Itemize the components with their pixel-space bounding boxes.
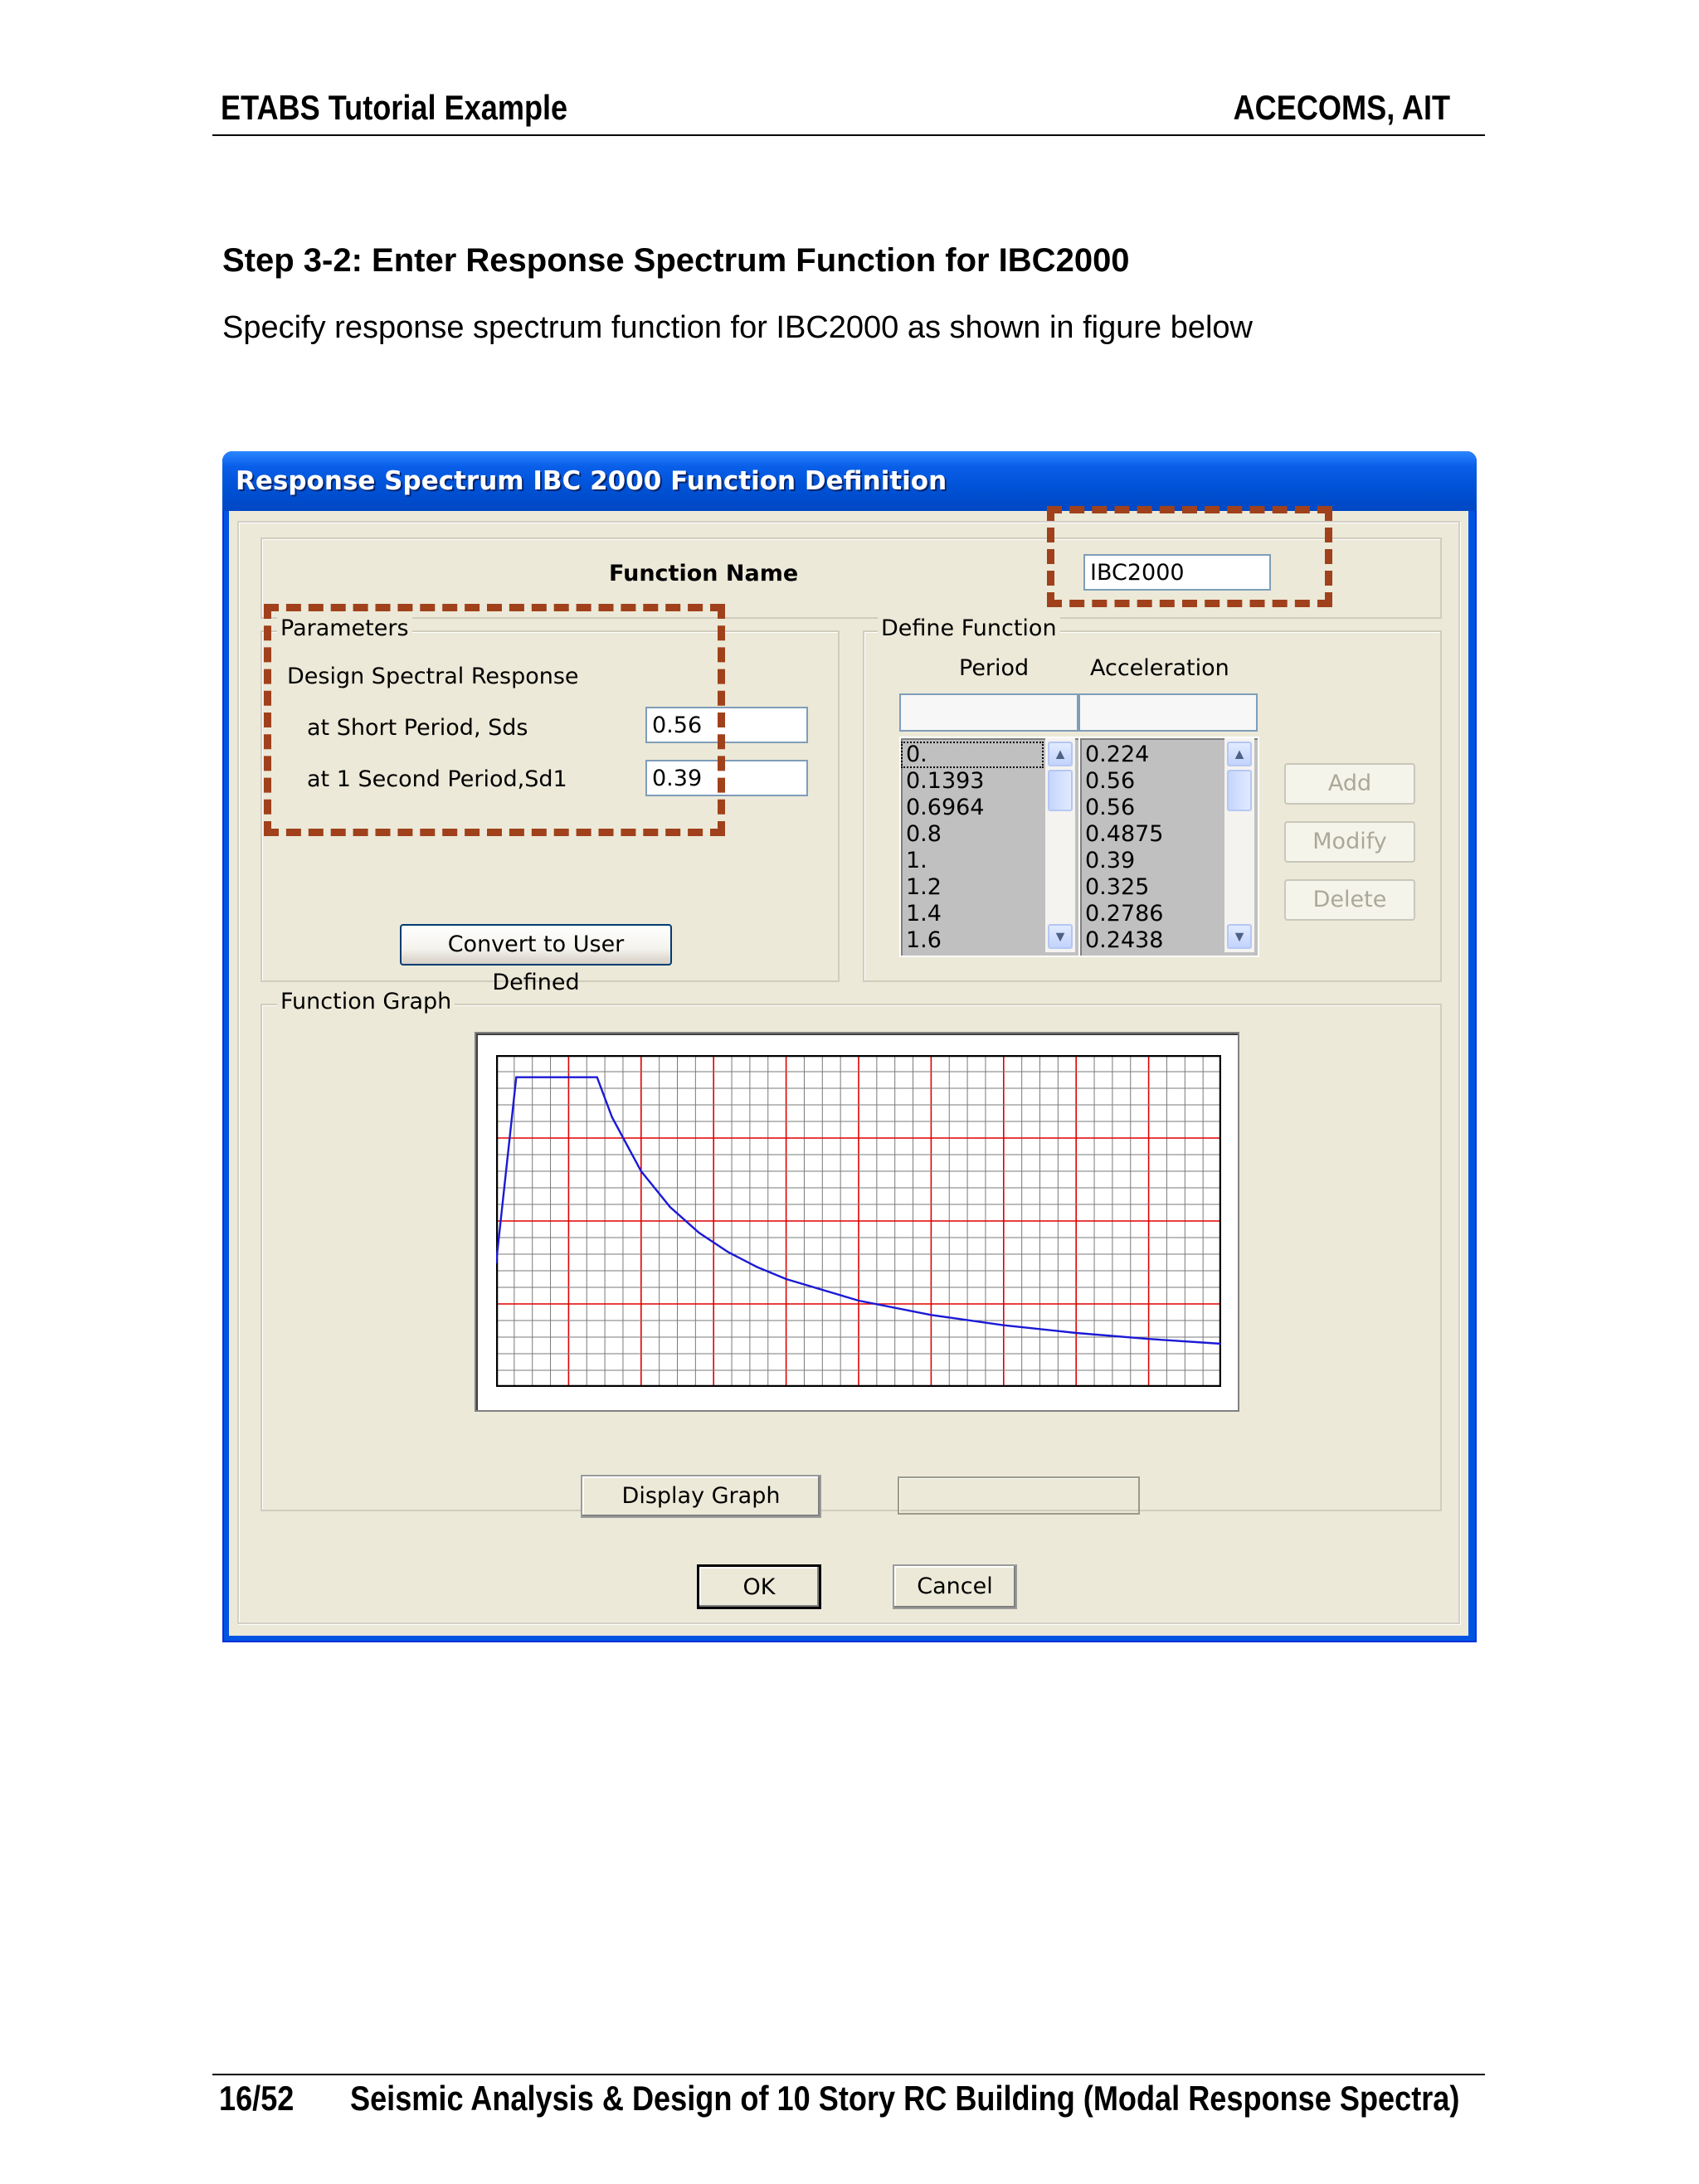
period-list-item[interactable]: 1.4 [906, 901, 942, 927]
modify-button[interactable]: Modify [1284, 821, 1415, 863]
period-list-item[interactable]: 0.8 [906, 821, 942, 847]
data-point [516, 1077, 518, 1078]
period-header: Period [959, 655, 1030, 681]
add-button[interactable]: Add [1284, 763, 1415, 805]
acceleration-list[interactable] [1078, 737, 1259, 957]
footer-rule [212, 2074, 1485, 2075]
period-list-item[interactable]: 0. [901, 742, 1044, 768]
chevron-down-icon[interactable]: ▼ [1048, 924, 1073, 949]
page-number: 16/52 [219, 2079, 295, 2118]
acceleration-list-item[interactable]: 0.56 [1085, 795, 1136, 820]
data-point [1148, 1338, 1150, 1340]
data-point [669, 1207, 671, 1209]
convert-to-user-defined-button[interactable]: Convert to User Defined [400, 924, 672, 966]
sds-label: at Short Period, Sds [307, 715, 528, 741]
graph-frame [475, 1032, 1239, 1412]
highlight-parameters [264, 604, 725, 836]
period-list-item[interactable]: 1. [906, 848, 927, 873]
chevron-up-icon[interactable]: ▲ [1227, 742, 1252, 766]
period-list-item[interactable]: 0.1393 [906, 768, 985, 794]
page-header-right: ACECOMS, AIT [1233, 88, 1450, 127]
ok-button[interactable]: OK [697, 1564, 821, 1609]
page-header-left: ETABS Tutorial Example [221, 88, 568, 127]
cancel-button[interactable]: Cancel [893, 1564, 1017, 1609]
display-graph-button[interactable]: Display Graph [581, 1475, 821, 1518]
define-function-legend: Define Function [878, 615, 1060, 641]
header-rule [212, 134, 1485, 136]
function-name-label: Function Name [609, 561, 799, 586]
period-list-item[interactable]: 1.6 [906, 927, 942, 953]
period-list[interactable] [899, 737, 1080, 957]
data-point [1075, 1332, 1077, 1334]
acceleration-list-item[interactable]: 0.325 [1085, 874, 1150, 900]
period-entry-input[interactable] [899, 693, 1078, 732]
parameters-legend: Parameters [277, 615, 412, 641]
acceleration-list-item[interactable]: 0.2438 [1085, 927, 1164, 953]
acceleration-list-scrollbar[interactable] [1224, 738, 1254, 952]
graph-status-field [898, 1476, 1140, 1515]
step-description: Specify response spectrum function for IBC2000 as shown in figure below [222, 310, 1253, 345]
data-point [757, 1267, 758, 1268]
chevron-down-icon[interactable]: ▼ [1227, 924, 1252, 949]
period-scroll-thumb[interactable] [1048, 770, 1073, 811]
footer-title: Seismic Analysis & Design of 10 Story RC Building (Modal Response Spectra) [350, 2079, 1460, 2118]
acceleration-list-item[interactable]: 0.39 [1085, 848, 1136, 873]
function-graph-chart [496, 1055, 1221, 1387]
period-list-item[interactable]: 0.6964 [906, 795, 985, 820]
acceleration-list-item[interactable]: 0.2786 [1085, 901, 1164, 927]
acceleration-list-item[interactable]: 0.56 [1085, 768, 1136, 794]
data-point [699, 1232, 700, 1233]
dialog-title: Response Spectrum IBC 2000 Function Definition [236, 466, 947, 496]
acceleration-list-item[interactable]: 0.224 [1085, 742, 1150, 767]
chevron-up-icon[interactable]: ▲ [1048, 742, 1073, 766]
data-point [596, 1077, 598, 1078]
data-point [611, 1116, 613, 1118]
function-graph-legend: Function Graph [277, 989, 455, 1014]
delete-button[interactable]: Delete [1284, 879, 1415, 921]
data-point [728, 1252, 729, 1253]
acceleration-entry-input[interactable] [1078, 693, 1258, 732]
period-list-scrollbar[interactable] [1045, 738, 1075, 952]
acceleration-scroll-thumb[interactable] [1227, 770, 1252, 811]
step-title: Step 3-2: Enter Response Spectrum Function for IBC2000 [222, 242, 1130, 279]
highlight-function-name [1047, 506, 1332, 607]
dialog-client-area [229, 511, 1468, 1636]
data-point [786, 1278, 787, 1280]
design-spectral-response-label: Design Spectral Response [287, 664, 579, 689]
data-point [931, 1315, 932, 1316]
acceleration-list-item[interactable]: 0.4875 [1085, 821, 1164, 847]
data-point [858, 1300, 859, 1301]
data-point [1003, 1325, 1005, 1326]
response-spectrum-dialog [222, 451, 1477, 1642]
acceleration-header: Acceleration [1090, 655, 1229, 681]
period-list-item[interactable]: 1.2 [906, 874, 942, 900]
sd1-label: at 1 Second Period,Sd1 [307, 766, 567, 792]
dialog-titlebar[interactable] [222, 451, 1477, 511]
data-point [640, 1170, 642, 1172]
